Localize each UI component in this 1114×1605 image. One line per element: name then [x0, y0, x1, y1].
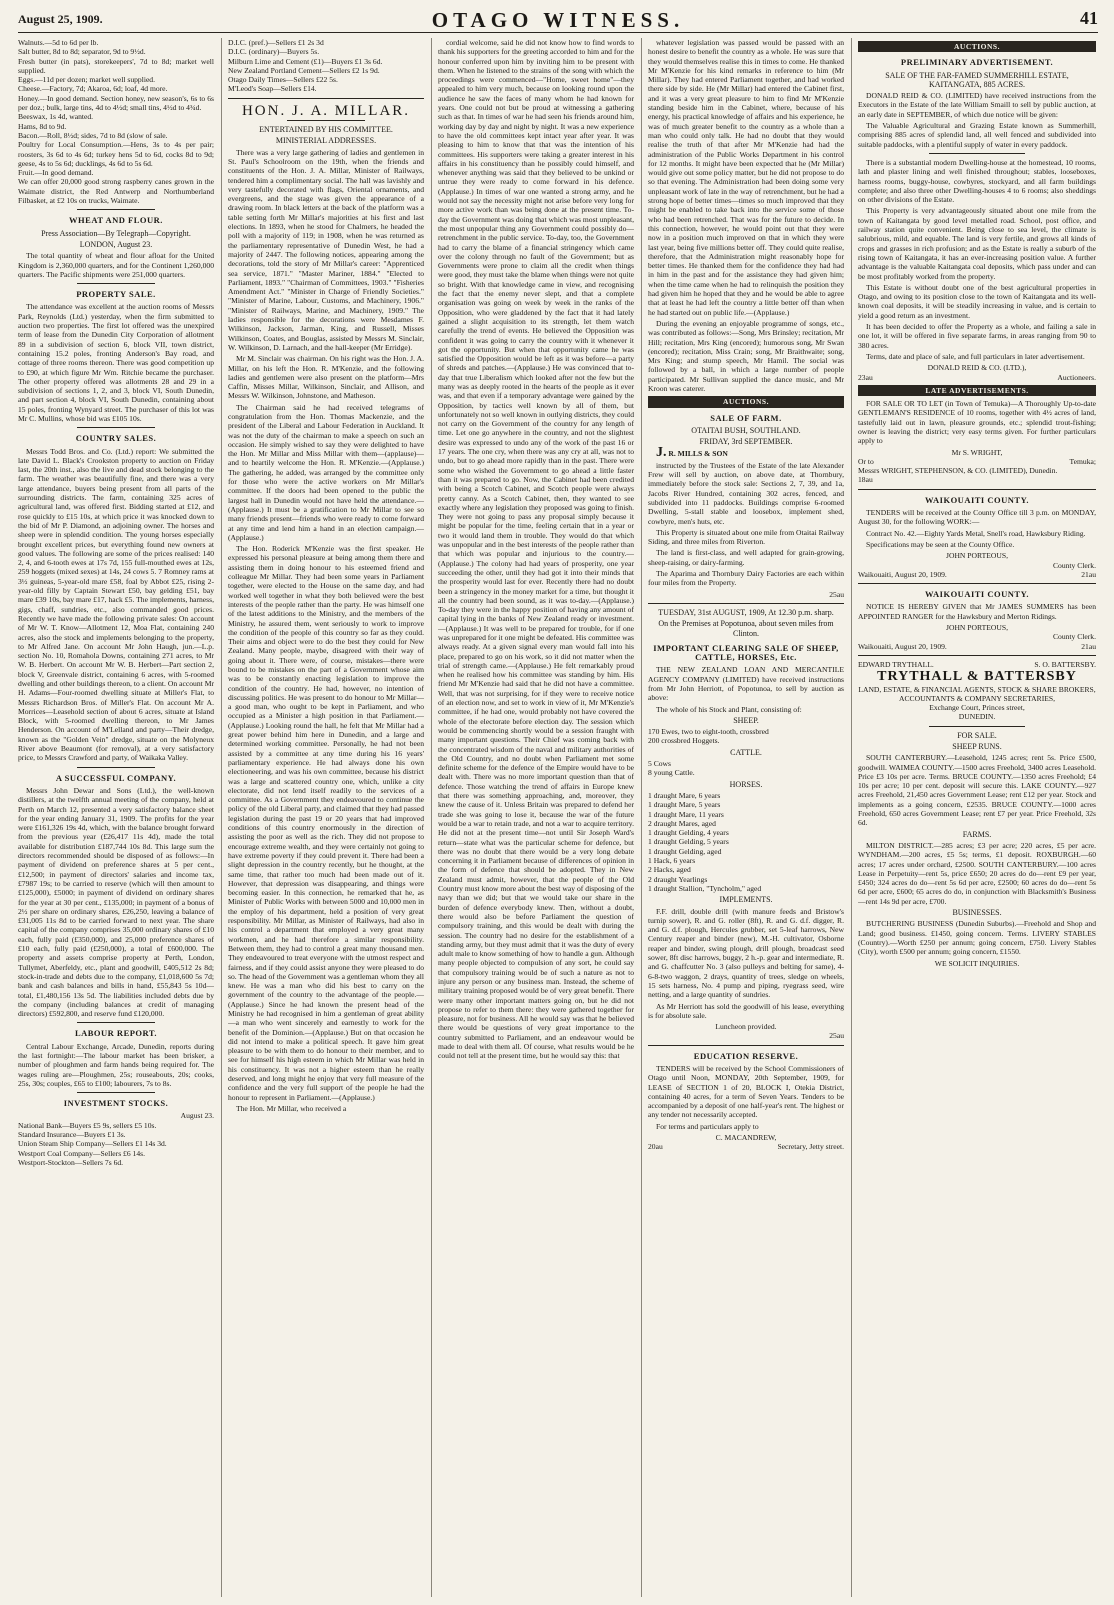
agents-city: DUNEDIN.: [958, 712, 996, 722]
investment-heading: INVESTMENT STOCKS.: [63, 1098, 169, 1109]
market-price-line: Walnuts.—5d to 6d per lb.: [18, 38, 99, 47]
preliminary-heading: PRELIMINARY ADVERTISEMENT.: [900, 57, 1054, 68]
investment-line: Union Steam Ship Company—Sellers £1 14s 3d.: [18, 1139, 167, 1149]
agents-address: Exchange Court, Princes street,: [929, 703, 1025, 713]
horse-line: 1 draught Mare, 6 years: [648, 790, 721, 800]
county-heading: WAIKOUAITI COUNTY.: [924, 494, 1030, 505]
cattle-line: 8 young Cattle.: [648, 768, 695, 778]
county-text: NOTICE IS HEREBY GIVEN that Mr JAMES SUMMERS has been APPOINTED RANGER for the Hawksbury and Merton Ridings.: [858, 602, 1096, 621]
stock-line: D.I.C. (pref.)—Sellers £1 2s 3d: [228, 38, 324, 47]
estate-sale-text: This Estate is without doubt one of the best agricultural properties in Otago, and owing to its position close to the town of Kaitangata and its well-known coal deposits, it will be steadily increasing in value, and is certain to yield a good return as an investment.: [858, 282, 1096, 320]
county-signature-2: County Clerk.: [1052, 560, 1096, 570]
article-subtitle: ENTERTAINED BY HIS COMMITTEE.: [259, 125, 393, 135]
investment-line: National Bank—Buyers £5 9s, sellers £5 10s.: [18, 1120, 157, 1130]
market-price-line: Fruit.—In good demand.: [18, 168, 94, 178]
horses-list: [648, 791, 844, 893]
county-signature-2: County Clerk.: [1052, 632, 1096, 642]
county-signature: JOHN PORTEOUS,: [946, 551, 1008, 561]
runs-text: SOUTH CANTERBURY.—Leasehold, 1245 acres; rent 5s. Price £500, goodwill. WAIMEA COUNTY.—1500 acres Freehold, 3400 acres Leasehold. Price £3 10s per acre. Terms. BRUCE COUNTY.—1350 acres Freehold; £4 10s per acre; 10 per cent. deposit will secure this. LAKE COUNTY.—927 acres Freehold, 21,450 acres Government Lease; rent £12 per year. Stock and implements as a going concern, £2535. BRUCE COUNTY.—1000 acres Freehold, 650 acres Government Lease; rent £7 per year. Price Freehold, 32s 6d.: [858, 753, 1096, 828]
column-3: [438, 38, 634, 1597]
luncheon-note: Luncheon provided.: [715, 1022, 777, 1032]
stock-line: Milburn Lime and Cement (£1)—Buyers £1 3s 6d.: [228, 56, 383, 66]
stock-line: D.I.C. (ordinary)—Buyers 5s.: [228, 47, 320, 57]
column-4: [648, 38, 844, 1597]
education-signature-2: Secretary, Jetty street.: [777, 1142, 844, 1152]
farms-heading: FARMS.: [962, 829, 992, 839]
education-text: TENDERS will be received by the School Commissioners of Otago until Noon, MONDAY, 20th September, 1909, for LEASE of SECTION 1 of 20, BLOCK I, Otekia District, containing 40 acres, for a term of Seven Years. Tenders to be accompanied by a deposit of one half-year's rent. The highest or any tender not necessarily accepted.: [648, 1063, 844, 1120]
ad-code: 23au: [858, 372, 873, 382]
column-5: [858, 38, 1096, 1597]
county-spec: Specifications may be seen at the County Office.: [866, 539, 1015, 549]
estate-sale-text: Terms, date and place of sale, and full particulars in later advertisement.: [866, 351, 1085, 361]
sheep-line: 200 crossbred Hoggets.: [648, 736, 720, 746]
property-text: The attendance was excellent at the auction rooms of Messrs Park, Reynolds (Ltd.) yesterday, when the firm submitted to auction two properties. The first lot offered was the unexpired term of lease from the Dunedin City Corporation of allotment 89 in a subdivision of section 6, block VII, town district, containing 15.2 poles, fronting Anderson's Bay road, and cottage of three rooms thereon. There was good competition up to £90, at which figure Mr Wm. Ritchie became the purchaser. The other property offered was allotments 28 and 29 in a subdivision of sections 1, 2, and 3, block VI, South Dunedin, and part section 4, block VI, South Dunedin, containing about 15 poles, fronting Wynyard street. The purchaser of this lot was Mr C. Mullins, whose bid was £105 10s.: [18, 302, 214, 423]
stock-line: M'Leod's Soap—Sellers £14.: [228, 84, 317, 94]
market-price-line: Hams, 8d to 9d.: [18, 121, 67, 131]
horse-line: 1 draught Stallion, "Tyncholm," aged: [648, 883, 762, 893]
horse-line: 1 draught Gelding, aged: [648, 846, 722, 856]
page-number: 41: [1080, 8, 1098, 28]
market-price-line: Beeswax, 1s 4d, wanted.: [18, 112, 94, 122]
country-heading: COUNTRY SALES.: [75, 433, 157, 444]
horse-line: 1 draught Gelding, 4 years: [648, 828, 729, 838]
wheat-text: The total quantity of wheat and flour afloat for the United Kingdom is 2,360,000 quarters, and for the Continent 1,260,000 quarters. The Pacific shipments were 251,000 quarters.: [18, 251, 214, 279]
estate-sale-text: It has been decided to offer the Property as a whole, and failing a sale in one lot, it will be offered in five separate farms, in areas ranging from 90 to 380 acres.: [858, 322, 1096, 350]
horse-line: 1 Hack, 6 years: [648, 856, 696, 866]
company-heading: A SUCCESSFUL COMPANY.: [55, 772, 177, 783]
estate-sale-signature: DONALD REID & CO. (LTD.),: [927, 363, 1027, 373]
agents-firm: TRYTHALL & BATTERSBY: [877, 669, 1077, 685]
agent-name: S. O. BATTERSBY.: [1034, 659, 1096, 669]
wheat-heading: WHEAT AND FLOUR.: [69, 215, 163, 226]
horse-line: 2 draught Yearlings: [648, 874, 708, 884]
wheat-byline: Press Association—By Telegraph—Copyright.: [41, 228, 191, 238]
market-price-line: Cheese.—Factory, 7d; Akaroa, 6d; loaf, 4d more.: [18, 84, 168, 94]
newspaper-title: OTAGO WITNESS.: [431, 8, 685, 32]
estate-sale-text: This Property is very advantageously situated about one mile from the town of Kaitangata by good level metalled road. School, post office, and railway station quite convenient. Being close to sea level, the climate is salubrious, mild, and equable. The land is very fertile, and grows all kinds of crops and grasses in rich profusion; and as the Estate is really a suburb of the rising town of Kaitangata, it has an ever-increasing position value. A further advantage is the valuable Kaitangata coal deposits, which pass under and can be most profitably worked from the property.: [858, 206, 1096, 281]
ad-code: 18au: [858, 475, 873, 485]
clearing-sale-intro: THE NEW ZEALAND LOAN AND MERCANTILE AGENCY COMPANY (LIMITED) have received instructions from Mr John Herriott, of Popotunoa, to sell by auction as above:: [648, 665, 844, 703]
company-text: Messrs John Dewar and Sons (Ltd.), the well-known distillers, at the twelfth annual meeting of the company, held at Perth on March 12, presented a very satisfactory balance sheet for the year ending January 31, 1909. The profits for the year were £161,326 19s 4d, which, with the balance brought forward from the previous year (£26,417 11s 4d), made the total available for distribution £187,744 10s 8d. This large sum the directors recommended should be disposed of as follows:—In payment of dividend on preference shares at 5 per cent., £12,500; in payment of directors' salaries and income tax, £7987 19s; to be carried to reserve (which will then amount to £125,000), £5000; in payment of dividend on ordinary shares for the year at 30 per cent., £135,000; in payment of a bonus of 2½ per share on ordinary shares, £26,250, leaving a balance of £31,005 11s 8d to be carried forward to next year. The share capital of the company comprises 35,000 ordinary shares of £10 each, fully paid (£350,000), and 25,000 preference shares of £10 each, fully paid (£250,000), a total of £600,000. The property and assets comprise property at Perth, London, Tullymet, Aberfeldy, etc., plant and goodwill, £405,512 2s 8d; stock-in-trade and debts due to the company, £1,018,600 5s 7d; bank and cash balances and bills in hand, £55,843 5s 10d—total, £1,480,156 13s 5d. The liabilities included debts due by the company (including balances at credit of managing directors) £592,800, and reserve fund £120,000.: [18, 785, 214, 1019]
stock-line: New Zealand Portland Cement—Sellers £2 1s 9d.: [228, 65, 380, 75]
market-price-line: Honey.—In good demand. Section honey, new season's, 6s to 6s per doz.; bulk, large tins, 4d to 4½d; small tins, 4½d to 4¾d.: [18, 93, 214, 113]
horse-line: 2 draught Mares, aged: [648, 818, 716, 828]
clearing-sale-heading: IMPORTANT CLEARING SALE OF SHEEP, CATTLE, HORSES, Etc.: [653, 642, 839, 663]
farm-sale-text: The land is first-class, and well adapted for grain-growing, sheep-raising, or dairy-farming.: [648, 548, 844, 567]
horse-line: 1 draught Mare, 5 years: [648, 800, 721, 810]
market-price-line: Eggs.—11d per dozen; market well supplied.: [18, 75, 156, 85]
county-text: TENDERS will be received at the County Office till 3 p.m. on MONDAY, August 30, for the following WORK:—: [858, 508, 1096, 527]
market-prices-list: [18, 38, 214, 205]
article-para: The Hon. Mr Millar, who received a: [236, 1103, 347, 1113]
concert-programme: During the evening an enjoyable programme of songs, etc., was contributed as follows:—Song, Mrs Brinsley; recitation, Mr Hill; recitation, Mrs King (encored); humorous song, Mr Swan (encored); recitation, Miss Crain; song, Mr Braithwaite; song, Mrs King; and stump speech, Mr Hamil. The social was followed by a ball, in which a large number of people participated. Mr Sullivan supplied the dance music, and Mr Kroon was caterer.: [648, 318, 844, 393]
education-signature: C. MACANDREW,: [715, 1133, 777, 1143]
labour-heading: LABOUR REPORT.: [74, 1028, 158, 1039]
market-price-line: Salt butter, 8d to 8d; separator, 9d to 9½d.: [18, 47, 146, 57]
ad-code: 21au: [1081, 641, 1096, 651]
implements-text: As Mr Herriott has sold the goodwill of his lease, everything is for absolute sale.: [648, 1001, 844, 1020]
businesses-heading: BUSINESSES.: [952, 908, 1002, 918]
sheep-heading: SHEEP.: [733, 715, 759, 725]
horses-heading: HORSES.: [729, 779, 763, 789]
late-ads-banner: LATE ADVERTISEMENTS.: [858, 385, 1096, 396]
country-text: Messrs Todd Bros. and Co. (Ltd.) report: We submitted the late David L. Black's Crookston property to auction on Friday last, the 20th inst., also the live and dead stock belonging to the farm. The weather was beautifully fine, and there was a very large attendance, buyers being present from all parts of the surrounding districts. The farm, containing 325 acres of agricultural land, was offered first. Bidding started at £12, and rose quickly to £15 10s, at which price it was knocked down to the bid of Mr P. Diamond, an adjoining owner. The horses and sheep were in splendid condition. The young horses especially brought excellent prices, but everything found new owners at good values. The following are some of the prices realised: 140 2, 4, and 6-tooth ewes at 17s 7d, 155 full-mouthed ewes at 12s, 259 hoggets (mixed sexes) at 14s, 24 cows 5. 7 Romney rams at 3½ guineas, 5-year-old mare £58, foal by Abbot £25, rising 2-year-old filly by Captain Stewart £50, bay gelding £51, bay mare £39 10s, bay mare £17, hack £5. The implements, harness, gigs, chaff, sundries, etc., also commanded good prices. Recently we have made the following private sales: On account of Mr W. T. Know—Allotment 12, Moa Flat, containing 240 acres, also the stock and implements belonging to the property, to Mr Alfred Jane. On account Mr John Haugh, jun.—L.p. section No. 10, Romahola Downs, containing 271 acres, to Mr W. B. Herbert. On account Mr W. B. Herbert—Part section 2, block V, Greenvale district, containing 6 acres, with 5-roomed dwelling and other buildings thereon, to a client. On account Mr H. Adams—Four-roomed dwelling situate at Miller's Flat, to Messrs Richardson Bros. of Miller's Flat. On account Mr A. Morrices—Leasehold section of about 6 acres, situate at Island Block, with 5-roomed dwelling thereon, to Mr James Henderson. On account of M'Lelland and party—Their dredge, known as the "Golden Vein" dredge, situate on the Molyneux River above Beaumont (for removal), at a very satisfactory price, to Messrs Crawford and party, of Waikaka Valley.: [18, 446, 214, 763]
estate-sale-desc: The Valuable Agricultural and Grazing Estate known as Summerhill, comprising 885 acres of splendid land, all well fenced and subdivided into suitable paddocks, with a plentiful supply of water in every paddock.: [858, 121, 1096, 149]
sheep-line: 170 Ewes, two to eight-tooth, crossbred: [648, 727, 769, 737]
ad-code: 20au: [648, 1142, 663, 1152]
market-price-line: Bacon.—Roll, 8½d; sides, 7d to 8d (slow of sale.: [18, 130, 168, 140]
article-para: There was a very large gathering of ladies and gentlemen in St. Paul's Schoolroom on the 19th, when the friends and constituents of the Hon. J. A. Millar, Minister of Railways, tendered him a complimentary social. The hall was lavishly and very tastefully decorated with flags, Oriental ornaments, and evergreens, and the stage was given the appearance of a drawing room. In black letters at the back of the platform was a table setting forth Mr Millar's majorities at his first and last elections. In 1893, when he stood for Chalmers, he headed the poll with a majority of 119; in 1908, when he was returned as the parliamentary representative of Dunedin West, he had a majority of 2447. The following notices, appearing among the decorations, told the story of Mr Millar's career: "Apprenticed sea service, 1871." "Master Mariner, 1884." "Elected to Parliament, 1893." "Chairman of Committees, 1903." "Fisheries Amendment Act." "Minister in Charge of Friendly Societies." "Minister of Marine, Labour, Customs, and Machinery, 1906." "Minister of Railways, Marine, and Machinery, 1909." The ladies responsible for the decorations were Mesdames F. Wilkinson, Jackson, Jarman, King, and Russell, Misses Wilkinson, Coates, and Bouglas, assisted by Messrs M. Sinclair, W. Wilkinson, D. Larnach, and the hall-keeper (Mr Erridge).: [228, 147, 424, 352]
investment-line: Westport Coal Company—Sellers £6 14s.: [18, 1148, 145, 1158]
farm-sale-date: FRIDAY, 3rd SEPTEMBER.: [699, 437, 793, 447]
drop-cap: J.: [656, 445, 667, 461]
market-price-line: Fresh butter (in pats), storekeepers', 7d to 8d; market well supplied.: [18, 56, 214, 75]
agent-name: EDWARD TRYTHALL.: [858, 659, 934, 669]
article-para: The Chairman said he had received telegrams of congratulation from the Hon. Thomas Mackenzie, and the president of the Liberal and Labour Federation in Auckland. It was not the duty of the chairman to make a speech on such an occasion. He simply wished to say they were delighted to have the Hon. Mr Millar and Miss Millar with them—(applause)—and to heartily welcome the Hon. R. M'Kenzie.—(Applause.) The gathering, he added, was arranged by the committee only for those who were the active workers on Mr Millar's committee. If the doors had been opened to the public the largest hall in Dunedin would not have held the attendance.—(Applause.) It must be a gratification to Mr Millar to see so many friends present—friends who were ready to come forward at any time and lend him a hand in an election campaign.—(Applause.): [228, 402, 424, 542]
market-price-line: Poultry for Local Consumption.—Hens, 3s to 4s per pair; roosters, 3s 6d to 4s 6d; turkey hens 5d to 6d, cocks 8d to 9d; geese, 4s to 5s 6d; ducklings, 4s 6d to 5s 6d.: [18, 140, 214, 168]
farm-sale-text: The Aparima and Thornbury Dairy Factories are each within four miles from the Property.: [648, 569, 844, 588]
residence-contact: Mr S. WRIGHT,: [951, 447, 1003, 457]
county-heading: WAIKOUAITI COUNTY.: [924, 589, 1030, 600]
businesses-text: BUTCHERING BUSINESS (Dunedin Suburbs).—Freehold and Shop and Land; good business. £1450, going concern. Terms. LIVERY STABLES (Country).—Worth £250 per annum; going concern, £750. Livery Stables (City), worth £500 per annum; going concern, £1550.: [858, 919, 1096, 957]
stock-line: Otago Daily Times—Sellers £22 5s.: [228, 75, 338, 85]
property-heading: PROPERTY SALE.: [76, 289, 156, 300]
residence-or: Or to: [858, 456, 874, 466]
implements-text: F.F. drill, double drill (with manure feeds and Bristow's turnip sower), R. and G. roller (8ft), R. and G. d.f. digger, R. and G. d.f. plough, Hercules grubber, set 5-leaf harrows, New Century reaper and binder (new), M.-H. cultivator, Osborne reaper and binder, swing plough, drill plough, broadcast seed sower, 8ft disc harrows, buggy, 2 h.-p. gear and intermediate, R. and G. chaffcutter No. 3 (also pulleys and belting for same), 4-6-8-two waggon, 2 drays, quantity of trees, sledge on wheels, 15 sets harness, No. 4 pump and piping, ryegrass seed, wire netting, and a large quantity of sundries.: [648, 906, 844, 1000]
farm-sale-text: This Property is situated about one mile from Otaitai Railway Siding, and three miles from Riverton.: [648, 527, 844, 547]
investment-line: Westport-Stockton—Sellers 7s 6d.: [18, 1157, 124, 1167]
residence-town: Temuka;: [1069, 456, 1096, 466]
estate-sale-intro: DONALD REID & CO. (LIMITED) have received instructions from the Executors in the Estate of the late William Smaill to sell by public auction, at an early date in SEPTEMBER, of which due notice will be given:: [858, 91, 1096, 119]
cattle-list: [648, 759, 844, 778]
wheat-dateline: LONDON, August 23.: [79, 239, 153, 249]
investment-line: Standard Insurance—Buyers £1 3s.: [18, 1130, 126, 1140]
estate-sale-title: SALE OF THE FAR-FAMED SUMMERHILL ESTATE, KAITANGATA, 885 ACRES.: [885, 70, 1069, 89]
investment-dateline: August 23.: [180, 1111, 214, 1121]
horse-line: 1 draught Gelding, 5 years: [648, 837, 729, 847]
runs-heading: SHEEP RUNS.: [952, 742, 1002, 751]
labour-text: Central Labour Exchange, Arcade, Dunedin, reports during the last fortnight:—The labour market has been brisker, a number of ploughmen and farm hands being required for. The wages ruling are—Ploughmen, 25s; rouseabouts, 20s; cooks, 25s, 30s; couples, £65 to £100; labourers, 7s to 8s.: [18, 1041, 214, 1088]
market-price-line: We can offer 20,000 good strong raspberry canes grown in the Waimate district, the Red Antwerp and Northumberland Filbasket, at £2 10s on trucks, Waimate.: [18, 177, 214, 206]
article-subtitle-2: MINISTERIAL ADDRESSES.: [275, 136, 377, 146]
ad-code: 25au: [829, 589, 844, 599]
farm-sale-text: instructed by the Trustees of the Estate of the late Alexander Frew will sell by auction, on above date, at Thornbury, immediately before the stock sale: Sections 2, 7, 39, and 1a, Jacobs River Hundred, containing 302 acres, fenced, and subdivided into 11 paddocks. Buildings comprise 6-roomed Dwelling, 5-stall stable and loosebox, implement shed, cowbyre, men's huts, etc.: [648, 460, 844, 526]
clearing-sale-date: TUESDAY, 31st AUGUST, 1909, At 12.30 p.m. sharp.: [658, 607, 834, 617]
cattle-line: 5 Cows: [648, 759, 671, 769]
clearing-sale-whole: The whole of his Stock and Plant, consisting of:: [656, 704, 802, 714]
county-signature: JOHN PORTEOUS,: [946, 623, 1008, 633]
auctioneer-firm: R. MILLS & SON: [668, 449, 728, 459]
masthead: [18, 6, 1098, 33]
investment-list: [18, 1121, 214, 1167]
county-date: Waikouaiti, August 20, 1909.: [858, 641, 947, 651]
issue-date: August 25, 1909.: [18, 12, 103, 26]
agents-desc: LAND, ESTATE, & FINANCIAL AGENTS, STOCK & SHARE BROKERS, ACCOUNTANTS & COMPANY SECRETARIES,: [858, 684, 1096, 703]
article-para: The Hon. Roderick M'Kenzie was the first speaker. He expressed his personal pleasure at being among them there and assisting them in doing honour to his esteemed friend and colleague Mr Millar. They had been some years in Parliament together, were elected to the House on the same day, and had worked well together in what they both believed were the best interests of the people rather than the party. He was himself one of the latest additions to the Ministry, and the members of the Ministry, he assured them, went seriously to work to improve the condition of the people of this country so far as they could. Their aims and object were to do the best they could for New Zealand. Many people, maybe, disagreed with their way of going about it. There were, of course, mistakes—there were bound to be mistakes on the part of a Government whose aim was to be constantly enacting legislation to improve the condition of the country. He had, however, no intention of discussing politics. He was present to do honour to Mr Millar—a good man, who ought to be kept in Parliament, and who occupied as a Minister a high position in that Parliament.—(Applause.) Looking round the hall, he felt that Mr Millar had a great power behind him here in Dunedin, and a large and determined working committee. Personally, he had not been assisted by a committee at any time during his 16 years' parliamentary experience. He had always done his own electioneering, and was his own committee, because his district was a large and scattered country one, which, unlike a city electorate, did not lend itself readily to the services of a committee. As a Government they endeavoured to continue the policy of the old Liberal party, and claimed that they had passed legislation during the past 19 or 20 years that had improved conditions of this country enormously in the direction of assisting the poor as well as the rich. They did not propose to encourage extreme wealth, and they were certainly not going to have extreme poverty if they could prevent it. There had been a slight depression in the country recently, but he thought, at the same time, that rather too much had been made out of it. However, that depression was disappearing, and things were becoming easier. In this connection, he remarked that he, as Minister of Public Works with between 5000 and 10,000 men in the employ of his department, held a position of very great responsibility. Mr Millar, as Minister of Railways, had also in his control a department that employed a very great many workmen, and he had therefore a similar responsibility. Between them, they had to control a great many thousand men. They endeavoured to treat everyone with the utmost respect and fairness, and if they could assist anyone they were pleased to do so. The head of the Government was a gentleman whom they all knew. He was a man who did his best to carry on the government of the country to the advantage of the people.—(Applause.) Since he had known the present head of the Ministry he had recognised in him a gentleman of great ability—a man who went sincerely and earnestly to work for the benefit of the Dominion.—(Applause.) But on that occasion he did not intend to make a political speech. It gave him great pleasure to be with them to do honour to their member, and to see for himself his high esteem in which Mr Millar was held in his constituency. It was not a higher esteem than he really deserved, and long might he enjoy that very full measure of the confidence and the very full support of the people he had the honour to represent in Parliament.—(Applause.): [228, 544, 424, 1102]
farm-sale-place: OTAITAI BUSH, SOUTHLAND.: [691, 425, 801, 435]
article-para: Mr M. Sinclair was chairman. On his right was the Hon. J. A. Millar, on his left the Hon. R. M'Kenzie, and the following ladies and gentlemen were also present on the platform—Mrs Caffin, Misses Millar, Wilkinson, Sinclair, and Allison, and Messrs W. Wilkinson, Johnstone, and Matheson.: [228, 354, 424, 401]
county-date: Waikouaiti, August 20, 1909.: [858, 569, 947, 579]
residence-ad: FOR SALE OR TO LET (in Town of Temuka)—A Thoroughly Up-to-date GENTLEMAN'S RESIDENCE of 10 rooms, together with 4½ acres of land, tastefully laid out in lawn, pleasure grounds, etc.; splendid trout-fishing; owner is leaving the district; very easy terms given. For further particulars apply to: [858, 399, 1096, 446]
for-sale-heading: FOR SALE.: [957, 730, 997, 740]
article-continued: whatever legislation was passed would be passed with an honest desire to benefit the country as a whole. He was sure that they would themselves realise this in times to come. He thanked Mr M'Kenzie for his kind remarks in reference to him (Mr Millar). They had entered Parliament together, and had worked there side by side. He (Mr Millar) had entered the Cabinet first, and it was a very great pleasure to him to find Mr M'Kenzie standing beside him in the Cabinet, where, because of his energy, his practical knowledge of affairs and his experience, he was of much greater benefit to the country as a whole than a man who could only talk. He had no doubt that they would realise the truth of that after Mr M'Kenzie had had the administration of the Public Works Department in his control for 12 months. It might have been expected that he (Mr Millar) would give out some policy matter, but he did not propose to do so that evening. The Administration had been doing some very unpleasant work of late in the way of retrenchment, but he had a strong hope of better times—times so much improved that they might be enabled to take back into the service some of those who had been retrenched. That was for the future to decide. In this connection, however, he would point out that they were now in a position much improved on that in which they were last year, being five millions better off. They could quite realise, therefore, that the Administration might reasonably hope for better times. He thanked them for the confidence they had had in him in the past and for the assistance they had given him; when the time came when he had to relinquish the position they had given him he hoped that they and he would be able to agree that at least he had left the country a little better off than when he had started out on public life.—(Applause.): [648, 38, 844, 317]
ad-code: 21au: [1081, 569, 1096, 579]
auctions-banner: AUCTIONS.: [648, 396, 844, 407]
auctions-banner: AUCTIONS.: [858, 41, 1096, 52]
sheep-list: [648, 727, 844, 746]
article-continued: cordial welcome, said he did not know how to find words to thank his supporters for the greeting accorded to him and for the honour conferred upon him by inviting him to be present with them. When he listened to the strains of the song with which the proceedings were commenced—"Home, sweet home"—they appealed to him very much, because on looking round upon the audience he saw the faces of many whom he had known for years. One could not but be proud at witnessing a gathering such as that. In times of war he had seen his friends around him, working day by day and night by night. It was a new experience to have the old committees kept intact year after year. It was pleasing to him to know that that was the intention of his committees. His supporters were taking a greater interest in his affairs in his constituency than he possibly could himself, and whenever anything was said that they believed to be unkind or untrue they were ready to come forward in his defence. (Applause.) In times of war one wanted a strong army, and he would not say the necessity might not arise before very long for more active work than was being done at the present time. To-day the Government was doing that which was most unpleasant, the most unpopular thing any Government could possibly do—retrenchment in the public service. To-day, too, the Government had to carry the blame of a financial stringency which came over the colony through no fault of the Government; but as Governments were prone to claim all the credit when things were good, they must take the blame when things were not quite so bright. With that knowledge came in view, and recognising the fact that the enemy never slept, and that a complete organisation was going on week by week in the ranks of the Opposition, who were gladdened by the fact that it had lately gained a slight acquisition to its strength, let them watch carefully the trend of events. He believed the Opposition was confident it was going to carry the country with it whenever it got the opportunity. But when that opportunity came he was satisfied the Opposition would be left as it was before—a party of shreds and patches.—(Applause.) He was convinced that to-day that true Liberalism which looked after not the few but the many was as deeply rooted in the hearts of the people as it ever was, and that even if a temporary advantage were gained by the Opposition, by tactics well known by all of them, but unfortunately not so well known in outlying districts, they could not carry on the Government of the country for any length of time. Let one go anywhere in the country, and not the slightest desire was expressed to undo any of the work of the past 16 or 17 years. The one cry, when there was any cry at all, was not to undo, but to go ahead more rapidly than in the past. There were some who wished the Government to go ahead a little faster than it was prepared to go. Now, the Cabinet had been credited with being a Scotch Cabinet, and Scotch people were always pretty canny. As a Scotch Cabinet, then, they wanted to see exactly where any legislation they proposed was going to finish. They were not going to pass any proposal simply because it might be popular for the time, feeling certain that in a year or two it would land them in trouble. They would do that which was unpopular and in the best interests of the people rather than that which was popular and injurious to the country.—(Applause.) The colony had had years of prosperity, one year succeeding the other, until they had got it into their minds that the prosperity would last for ever. Recently there had no doubt been a stringency in the money market for a time, but thought it all the country had been sound, as it was to-day.—(Applause.) To-day they were in the happy position of having any amount of capital lying in the banks of New Zealand ready or investment.—(Applause.) It was well to be prepared for trouble, for if one was unprepared for it one might be defeated. His committee was always ready. At a given signal every man would fall into his place, prepared to go on his work, so it did not matter when the trial of strength came.—(Applause.) He felt remarkably proud when he realised how his committee was standing by him. His friend Mr M'Kenzie had said that he did not have a committee. Well, that was not surprising, for if they were to receive notice of an election now, and set to work in view of it, Mr M'Kenzie's committee, if he had one, would probably not have covered the whole of the electorate before election day. The session which would be commencing shortly would be a session fraught with many important questions. Their Chief was coming back with the concentrated wisdom of the naval and military authorities of the Old Country, and no doubt when Parliament met some definite scheme for the defence of the Empire would have to be dealt with. There was no more important question than that of defence. Those watching the trend of affairs in Europe knew that there was something approaching, and, moreover, they knew the cause of it. Unless Britain was prepared to defend her trade she was going to lose it, because the war of the future would be a war to retain trade, and not a war to acquire territory. He did not at the present time—not until Sir Joseph Ward's return—state what was the particular scheme for defence, but there was no doubt that there would be a very long debate concerning it in Parliament because of differences of opinion in the form of defence that should be adopted. They in New Zealand must admit, however, that the people of the Old Country must know more about the best way of disposing of the navy than we did; but that we would take our share in the burden of defence everybody knew. Then, without a doubt, there would also be before Parliament the question of compulsory training, and this would be dealt with during the session. The country had no desire for the establishment of a standing army, but they must admit that it was the duty of every adult male to know something of how to handle a gun. Although many people objected to compulsion of any sort, he could say that compulsory training would be of such a nature as not to injure any person or any business man. Instead, the scheme of military training proposed would be of very great benefit. There were many other important matters going on, but he did not propose to refer to them there: they were gathered together for pleasure, not for business. All he would say was that he believed there would be questions of very great importance to the country submitted to Parliament, and an endeavour would be made to deal with them all. Of course, what results would be he could not tell at the present time, but he would say this: that: [438, 38, 634, 1061]
inquiries-footer: WE SOLICIT INQUIRIES.: [934, 958, 1020, 968]
column-1: [18, 38, 214, 1597]
farms-text: MILTON DISTRICT.—285 acres; £3 per acre; 220 acres, £5 per acre. WYNDHAM.—200 acres, £5 5s; terms, £1 deposit. ROXBURGH.—60 acres; 17 acres under orchard, £2500. SOUTH CANTERBURY.—100 acres Lease in Perpetuity—rent 5s, price £650; 20 acres do do—rent £9 per year, £450; 324 acres do do—rent 5s 6d per acre, £2500; 60 acres do do—rent 5s 6d per acre, £600; 65 acres do do, in conjunction with Blacksmith's Business—rent 14s 9d per acre, £700.: [858, 840, 1096, 906]
county-contract: Contract No. 42.—Eighty Yards Metal, Snell's road, Hawksbury Riding.: [866, 528, 1086, 538]
education-heading: EDUCATION RESERVE.: [693, 1050, 799, 1061]
residence-agent: Messrs WRIGHT, STEPHENSON, & CO. (LIMITED), Dunedin.: [858, 466, 1058, 476]
horse-line: 2 Hacks, aged: [648, 865, 691, 875]
estate-sale-signature-2: Auctioneers.: [1057, 372, 1096, 382]
farm-sale-heading: SALE OF FARM.: [710, 412, 782, 423]
estate-sale-text: There is a substantial modern Dwelling-house at the homestead, 10 rooms, lath and plaster lining and well finished throughout; stables, looseboxes, harness rooms, buggy-house, cowbyres, stockyard, and all farm buildings complete; and also three other Dwelling-houses 4 to 6 rooms; also sheddings on other divisions of the Estate.: [858, 157, 1096, 205]
column-2: [228, 38, 424, 1597]
clearing-sale-place: On the Premises at Popotunoa, about seven miles from Clinton.: [658, 619, 834, 638]
article-title: HON. J. A. MILLAR.: [241, 102, 411, 119]
implements-heading: IMPLEMENTS.: [719, 895, 773, 905]
horse-line: 1 draught Mare, 11 years: [648, 809, 724, 819]
education-text: For terms and particulars apply to: [656, 1121, 759, 1131]
stock-list: [228, 38, 424, 94]
cattle-heading: CATTLE.: [730, 747, 762, 757]
ad-code: 25au: [829, 1031, 844, 1041]
